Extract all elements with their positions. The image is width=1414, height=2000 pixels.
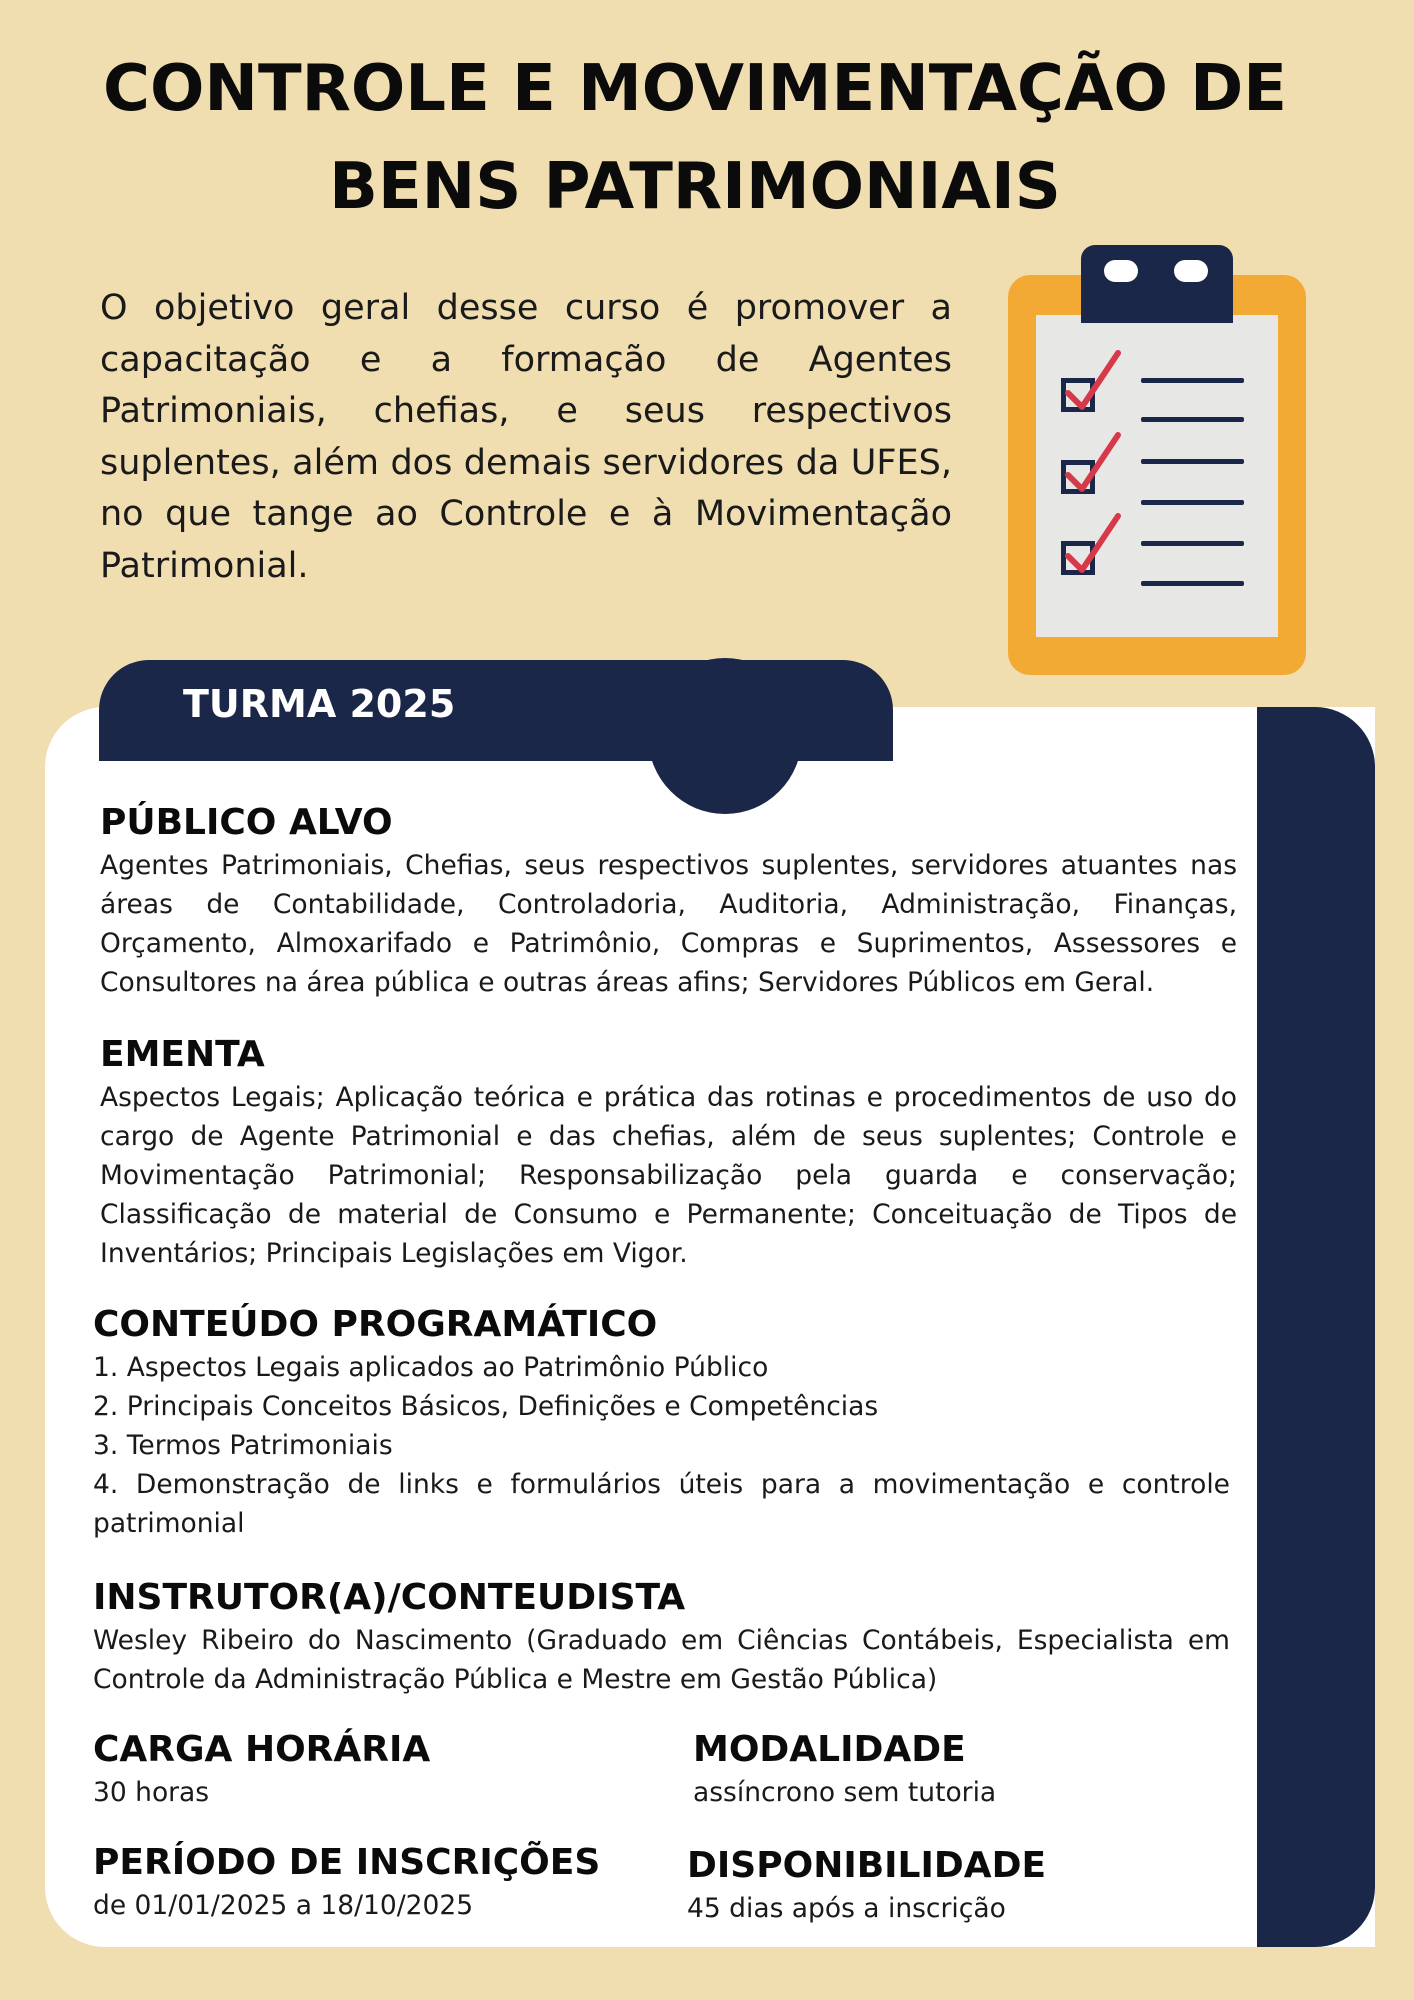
section-heading: PERÍODO DE INSCRIÇÕES bbox=[93, 1842, 601, 1883]
clip-hole bbox=[1104, 260, 1138, 282]
section-publico-alvo bbox=[100, 800, 1237, 1002]
checklist-line bbox=[1141, 500, 1244, 505]
list-item: 3. Termos Patrimoniais bbox=[93, 1430, 393, 1461]
section-heading: PÚBLICO ALVO bbox=[100, 802, 393, 843]
title-line-1: CONTROLE E MOVIMENTAÇÃO DE bbox=[103, 52, 1287, 126]
section-disponibilidade bbox=[687, 1843, 1247, 1928]
checklist-line bbox=[1141, 459, 1244, 464]
page-title bbox=[60, 40, 1330, 236]
section-text: assíncrono sem tutoria bbox=[693, 1777, 997, 1808]
clipboard-clip bbox=[1081, 245, 1233, 323]
section-text: de 01/01/2025 a 18/10/2025 bbox=[93, 1890, 474, 1921]
conteudo-list bbox=[93, 1348, 1230, 1543]
section-periodo-inscricoes bbox=[93, 1840, 653, 1925]
checkmark-icons bbox=[1060, 345, 1130, 585]
section-text: 45 dias após a inscrição bbox=[687, 1893, 1006, 1924]
clip-hole bbox=[1174, 260, 1208, 282]
section-conteudo-programatico bbox=[93, 1302, 1230, 1543]
section-instrutor bbox=[93, 1575, 1230, 1699]
section-heading: DISPONIBILIDADE bbox=[687, 1845, 1047, 1886]
section-text: Agentes Patrimoniais, Chefias, seus respectivos suplentes, servidores atuantes nas áreas de Contabilidade, Controladoria, Auditoria, Administração, Finanças, Orçamento, Almoxarifado e Patrimônio, Compras e Suprimentos, Assessores e Consultores na área pública e outras áreas afins; Servidores Públicos em Geral. bbox=[100, 850, 1237, 998]
title-line-2: BENS PATRIMONIAIS bbox=[329, 150, 1061, 224]
list-item: 2. Principais Conceitos Básicos, Definições e Competências bbox=[93, 1391, 879, 1422]
checklist-line bbox=[1141, 581, 1244, 586]
checklist-line bbox=[1141, 417, 1244, 422]
list-item: 4. Demonstração de links e formulários úteis para a movimentação e controle patrimonial bbox=[93, 1469, 1230, 1539]
section-heading: MODALIDADE bbox=[693, 1729, 966, 1770]
section-text: 30 horas bbox=[93, 1777, 210, 1808]
checklist-line bbox=[1141, 378, 1244, 383]
section-text: Wesley Ribeiro do Nascimento (Graduado em Ciências Contábeis, Especialista em Controle da Administração Pública e Mestre em Gestão Pública) bbox=[93, 1625, 1230, 1695]
section-heading: INSTRUTOR(A)/CONTEUDISTA bbox=[93, 1577, 686, 1618]
section-ementa bbox=[100, 1032, 1237, 1273]
list-item: 1. Aspectos Legais aplicados ao Patrimônio Público bbox=[93, 1352, 769, 1383]
section-heading: CARGA HORÁRIA bbox=[93, 1729, 431, 1770]
section-text: Aspectos Legais; Aplicação teórica e prática das rotinas e procedimentos de uso do cargo de Agente Patrimonial e das chefias, além de seus suplentes; Controle e Movimentação Patrimonial; Responsabilização pela guarda e conservação; Classificação de material de Consumo e Permanente; Conceituação de Tipos de Inventários; Principais Legislações em Vigor. bbox=[100, 1082, 1237, 1269]
intro-paragraph: O objetivo geral desse curso é promover a capacitação e a formação de Agentes Patrimoniais, chefias, e seus respectivos suplentes, além dos demais servidores da UFES, no que tange ao Controle e à Movimentação Patrimonial. bbox=[100, 288, 952, 586]
card-navy-band bbox=[1257, 707, 1375, 1947]
section-heading: CONTEÚDO PROGRAMÁTICO bbox=[93, 1304, 658, 1345]
checklist-line bbox=[1141, 541, 1244, 546]
section-modalidade bbox=[693, 1727, 1253, 1812]
turma-label: TURMA 2025 bbox=[183, 682, 456, 726]
section-carga-horaria bbox=[93, 1727, 653, 1812]
section-heading: EMENTA bbox=[100, 1034, 265, 1075]
